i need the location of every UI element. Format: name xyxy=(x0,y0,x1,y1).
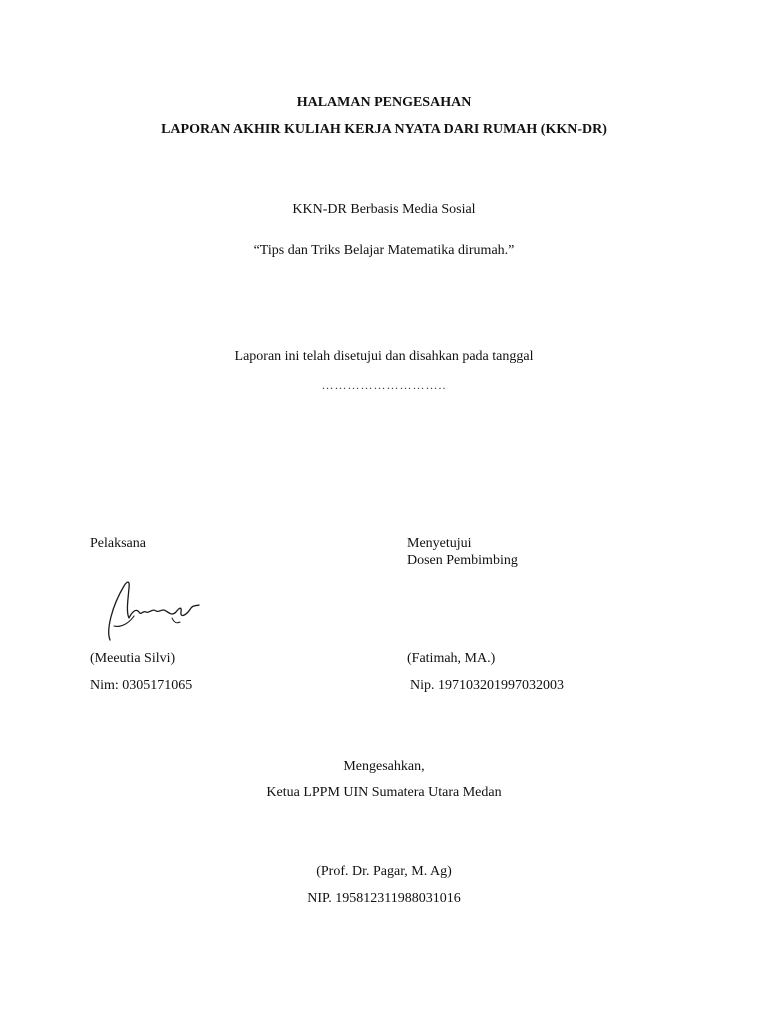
program-name: KKN-DR Berbasis Media Sosial xyxy=(292,202,476,217)
program-theme: “Tips dan Triks Belajar Matematika dirumah.” xyxy=(253,243,515,258)
right-signer-id: Nip. 197103201997032003 xyxy=(410,678,564,693)
ratification-label: Mengesahkan, xyxy=(343,759,425,774)
document-title: HALAMAN PENGESAHAN xyxy=(296,95,472,110)
handwritten-signature xyxy=(96,572,204,644)
left-signer-id: Nim: 0305171065 xyxy=(90,678,193,693)
approval-date-placeholder: ……………………….. xyxy=(321,378,447,392)
left-signer-role: Pelaksana xyxy=(90,536,146,551)
ratification-id: NIP. 195812311988031016 xyxy=(307,891,461,906)
right-signer-role2: Dosen Pembimbing xyxy=(407,553,518,568)
document-subtitle: LAPORAN AKHIR KULIAH KERJA NYATA DARI RUMAH (KKN-DR) xyxy=(161,122,607,137)
approval-statement: Laporan ini telah disetujui dan disahkan pada tanggal xyxy=(234,349,534,364)
left-signer-name: (Meeutia Silvi) xyxy=(90,651,176,666)
right-signer-name: (Fatimah, MA.) xyxy=(407,651,496,666)
ratification-position: Ketua LPPM UIN Sumatera Utara Medan xyxy=(266,785,502,800)
ratification-name: (Prof. Dr. Pagar, M. Ag) xyxy=(316,864,452,879)
right-signer-role: Menyetujui xyxy=(407,536,472,551)
